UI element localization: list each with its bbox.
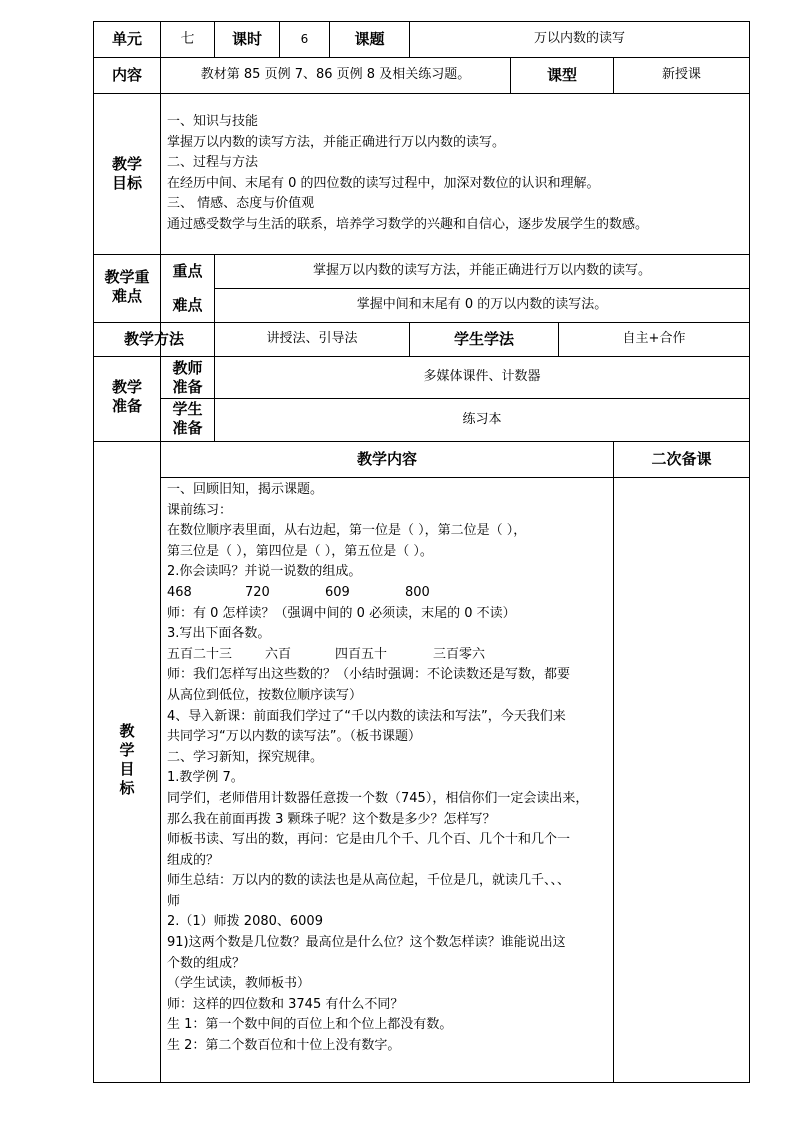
period-label: 课时 (231, 30, 262, 49)
objective-line: 二、过程与方法 (167, 155, 259, 171)
process-line: 2.你会读吗？并说一说数的组成。 (167, 564, 362, 580)
content-value: 教材第 85 页例 7、86 页例 8 及相关练习题。 (200, 67, 471, 83)
process-label-text: 教学目标 (119, 722, 135, 797)
process-line: 同学们，老师借用计数器任意拨一个数（745），相信你们一定会读出来， (167, 790, 589, 806)
student-prep-label (161, 400, 214, 438)
process-line: 课前练习： (167, 502, 233, 518)
second-prep-notes-area (614, 478, 749, 1082)
process-line: 师：这样的四位数和 3745 有什么不同？ (167, 996, 404, 1012)
teaching-method-label: 教学方法 (123, 330, 184, 349)
teacher-prep-label (161, 359, 214, 397)
table-border-bottom (93, 1082, 750, 1083)
process-line: 个数的组成？ (167, 955, 246, 971)
process-line: 3.写出下面各数。 (167, 626, 271, 642)
process-line: 那么我在前面再拨 3 颗珠子呢？这个数是多少？怎样写？ (167, 811, 496, 827)
number-item: 四百五十 (335, 646, 388, 662)
table-border-right (749, 21, 750, 1083)
objective-line: 掌握万以内数的读写方法，并能正确进行万以内数的读写。 (167, 134, 506, 150)
process-text (167, 480, 611, 1057)
unit-label: 单元 (111, 30, 142, 49)
process-line: 生 2：第二个数百位和十位上没有数字。 (167, 1038, 401, 1054)
lesson-type-label: 课型 (546, 66, 577, 85)
number-item: 三百零六 (433, 646, 486, 662)
process-line: 师生总结：万以内的数的读法也是从高位起，千位是几，就读几千、、、 (167, 873, 571, 889)
process-line: （学生试读，教师板书） (167, 976, 311, 992)
key-points-label (94, 268, 160, 306)
preparation-label-text: 教学准备 (111, 378, 142, 415)
process-line: 师板书读、写出的数，再问：它是由几个千、几个百、几个十和几个一 (167, 832, 571, 848)
process-line: 在数位顺序表里面，从右边起，第一位是（ ），第二位是（ ）， (167, 523, 527, 539)
number-item: 609 (325, 584, 350, 600)
objective-line: 一、知识与技能 (167, 114, 259, 129)
objectives-label (94, 155, 160, 193)
number-item: 五百二十三 (167, 646, 233, 662)
difficulty-label: 难点 (172, 296, 203, 315)
content-label: 内容 (111, 66, 142, 85)
process-label (94, 722, 160, 798)
process-line: 第三位是（ ），第四位是（ ），第五位是（ ）。 (167, 543, 433, 559)
key-point-label: 重点 (172, 262, 203, 281)
objective-line: 在经历中间、末尾有 0 的四位数的读写过程中，加深对数位的认识和理解。 (167, 175, 600, 191)
numbers-to-write-row (167, 645, 611, 666)
process-line: 4、导入新课：前面我们学过了“千以内数的读法和写法”，今天我们来 (167, 708, 566, 724)
number-item: 720 (245, 584, 270, 600)
process-line: 师：我们怎样写出这些数的？（小结时强调：不论读数还是写数，都要 (167, 667, 571, 683)
teaching-method-value: 讲授法、引导法 (266, 331, 358, 347)
preparation-label (94, 378, 160, 416)
process-line: 组成的？ (167, 852, 220, 868)
process-line: 二、学习新知，探究规律。 (167, 749, 324, 765)
numbers-to-read-row (167, 583, 611, 604)
learning-method-value: 自主+合作 (622, 331, 686, 347)
key-points-label-text: 教学重难点 (104, 268, 150, 305)
teacher-prep-value: 多媒体课件、计数器 (423, 369, 541, 385)
topic-value: 万以内数的读写 (533, 31, 625, 47)
notes-column-header: 二次备课 (651, 450, 712, 469)
content-column-header: 教学内容 (356, 450, 417, 469)
learning-method-label: 学生学法 (453, 330, 514, 349)
process-line: 91)这两个数是几位数？最高位是什么位？这个数怎样读？谁能说出这 (167, 935, 566, 951)
process-line: 从高位到低位，按数位顺序读写） (167, 687, 363, 703)
difficulty-value: 掌握中间和末尾有 0 的万以内数的读写法。 (356, 297, 608, 313)
column-divider (160, 21, 161, 1083)
topic-label: 课题 (354, 30, 385, 49)
row-divider (93, 93, 750, 94)
student-prep-value: 练习本 (462, 411, 502, 427)
period-value: 6 (300, 32, 309, 46)
process-line: 一、回顾旧知，揭示课题。 (167, 482, 324, 497)
teacher-prep-label-text: 教师准备 (172, 359, 203, 396)
objective-line: 三、 情感、态度与价值观 (167, 196, 315, 212)
number-item: 六百 (265, 646, 292, 662)
student-prep-label-text: 学生准备 (172, 400, 203, 437)
unit-value: 七 (180, 30, 195, 47)
key-point-value: 掌握万以内数的读写方法，并能正确进行万以内数的读写。 (312, 263, 651, 279)
number-item: 468 (167, 584, 192, 600)
process-line: 师 (167, 893, 181, 909)
objectives-label-text: 教学目标 (111, 155, 142, 192)
objectives-text (167, 112, 747, 236)
objective-line: 通过感受数学与生活的联系，培养学习数学的兴趣和自信心，逐步发展学生的数感。 (167, 216, 649, 232)
number-item: 800 (405, 584, 430, 600)
process-line: 1.教学例 7。 (167, 770, 244, 786)
lesson-type-value: 新授课 (661, 67, 701, 83)
process-line: 生 1：第一个数中间的百位上和个位上都没有数。 (167, 1017, 453, 1033)
process-line: 师：有 0 怎样读？（强调中间的 0 必须读，末尾的 0 不读） (167, 605, 516, 621)
process-line: 2.（1）师拨 2080、6009 (167, 914, 323, 930)
process-line: 共同学习“万以内数的读写法”。（板书课题） (167, 729, 421, 745)
